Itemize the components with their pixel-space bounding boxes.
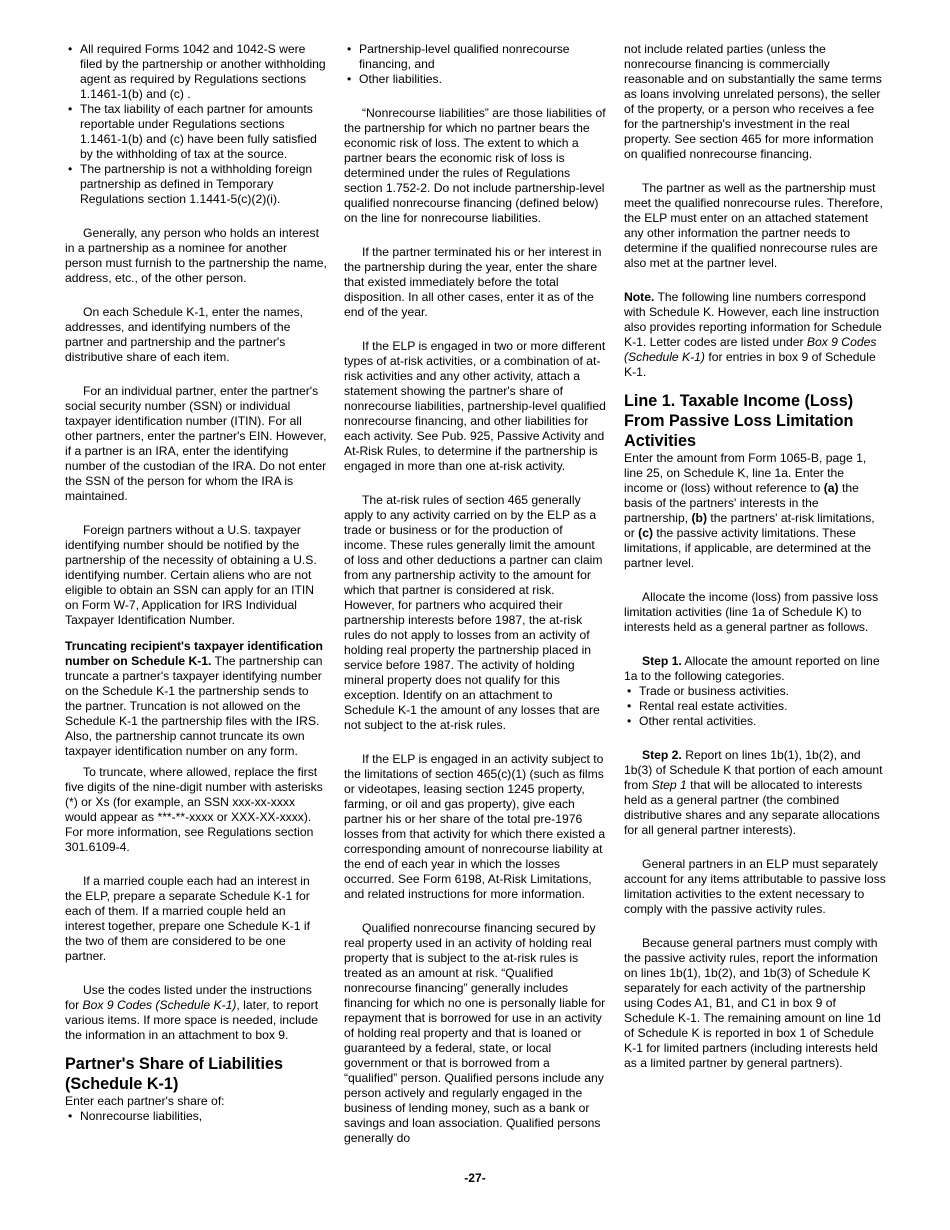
heading-partners-share-of-liabilities: Partner's Share of Liabilities (Schedule K-1) [65,1055,283,1093]
paragraph-nonrecourse-liabilities: “Nonrecourse liabilities” are those liabilities of the partnership for which no partner bears the economic risk of loss. The extent to which a partner bears the economic risk of loss is determined under the rules of Regulations section 1.752-2. Do not include partnership-level qualified nonrecourse financing (defined below) on the line for nonrecourse liabilities. [344,106,606,225]
paragraph-continued: not include related parties (unless the nonrecourse financing is commercially reasonable and on substantially the same terms as loans involving unrelated persons), the seller of the property, or a person who receives a fee for the partnership's investment in the real property. See section 465 for more information on qualified nonrecourse financing. [624,42,882,161]
list-item: • Other rental activities. [627,714,757,728]
paragraph-step-2: Step 2. Report on lines 1b(1), 1b(2), and 1b(3) of Schedule K that portion of each amount from Step 1 that will be allocated to interests held as a general partner (the combined distributive shares and any separate allocations for all general partner interests). [624,748,883,837]
list-item: • Rental real estate activities. [627,699,788,713]
paragraph-truncating: Truncating recipient's taxpayer identification number on Schedule K-1. The partnership can truncate a partner's taxpayer identifying number on the Schedule K-1 the partnership sends to the partner. Truncation is not allowed on the Schedule K-1 the partnership files with the IRS. Also, the partnership cannot truncate its own taxpayer identification number on any form. [65,639,323,758]
bullet-icon: • [68,1109,73,1123]
paragraph-use-codes: Use the codes listed under the instructions for Box 9 Codes (Schedule K-1), later, to report various items. If more space is needed, include the information in an attachment to box 9. [65,983,319,1042]
list-item: • The partnership is not a withholding foreign partnership as defined in Temporary Regulations section 1.1441-5(c)(2)(i). [68,162,313,206]
column-1 [65,42,327,1124]
bullet-icon: • [347,72,352,86]
bullet-icon: • [627,699,632,713]
paragraph-because: Because general partners must comply with the passive activity rules, report the information on lines 1b(1), 1b(2), and 1b(3) of Schedule K separately for each activity of the partnership using Codes A1, B1, and C1 in box 9 of Schedule K-1. The remaining amount on line 1d of Schedule K is reported in box 1 of Schedule K-1 for limited partners (including interests held as a limited partner by general partners). [624,936,881,1070]
paragraph-section-465c: If the ELP is engaged in an activity subject to the limitations of section 465(c)(1) (such as films or videotapes, leasing section 1245 property, farming, or oil and gas property), give each partner his or her share of the total pre-1976 losses from that activity for which there existed a corresponding amount of nonrecourse liability at the end of each year in which the losses occurred. See Form 6198, At-Risk Limitations, and related instructions for more information. [344,752,606,901]
bullet-icon: • [627,714,632,728]
paragraph-nominee: Generally, any person who holds an interest in a partnership as a nominee for another person must furnish to the partnership the name, address, etc., of the other person. [65,226,327,285]
bullet-icon: • [68,102,73,116]
paragraph-foreign-partners: Foreign partners without a U.S. taxpayer identifying number should be notified by the partnership of the necessity of obtaining a U.S. identifying number. Certain aliens who are not eligible to obtain an SSN can apply for an ITIN on Form W-7, Application for IRS Individual Taxpayer Identification Number. [65,523,317,627]
paragraph-allocate: Allocate the income (loss) from passive loss limitation activities (line 1a of Schedule K) to interests held as a general partner as follows. [624,590,879,634]
step-2-label: Step 2. [642,748,682,762]
bullet-icon: • [627,684,632,698]
paragraph-married-couple: If a married couple each had an interest in the ELP, prepare a separate Schedule K-1 for each of them. If a married couple held an interest together, prepare one Schedule K-1 if the two of them are considered to be one partner. [65,874,310,963]
column-3 [624,42,886,1071]
paragraph-note: Note. The following line numbers correspond with Schedule K. However, each line instruction also provides reporting information for Schedule K-1. Letter codes are listed under Box 9 Codes (Schedule K-1) for entries in box 9 of Schedule K-1. [624,290,882,379]
paragraph-to-truncate: To truncate, where allowed, replace the first five digits of the nine-digit number with asterisks (*) or Xs (for example, an SSN xxx-xx-xxxx would appear as ***-**-xxxx or XXX-XX-xxxx). For more information, see Regulations section 301.6109-4. [65,765,323,854]
paragraph-partner-qualified-rules: The partner as well as the partnership must meet the qualified nonrecourse rules. Therefore, the ELP must enter on an attached statement any other information the partner needs to determine if the qualified nonrecourse rules are also met at the partner level. [624,181,883,270]
bullet-icon: • [347,42,352,56]
list-item: • The tax liability of each partner for amounts reportable under Regulations sections 1.1461-1(b) and (c) have been fully satisfied by the withholding of tax at the source. [68,102,317,161]
paragraph-line1-enter: Enter the amount from Form 1065-B, page 1, line 25, on Schedule K, line 1a. Enter the income or (loss) without reference to (a) the basis of the partners' interests in the partnership, (b) the partners' at-risk limitations, or (c) the passive activity limitations. These limitations, if applicable, are determined at the partner level. [624,451,875,570]
paragraph-enter-share: Enter each partner's share of: [65,1094,225,1108]
truncating-heading: Truncating recipient's taxpayer identification number on Schedule K-1. [65,639,323,668]
paragraph-partner-terminated: If the partner terminated his or her interest in the partnership during the year, enter the share that existed immediately before the total disposition. In all other cases, enter it as of the end of the year. [344,245,602,319]
paragraph-two-types-at-risk: If the ELP is engaged in two or more different types of at-risk activities, or a combination of at-risk activities and any other activity, attach a statement showing the partner's share of nonrecourse liabilities, partnership-level qualified nonrecourse financing, and other liabilities for each activity. See Pub. 925, Passive Activity and At-Risk Rules, to determine if the partnership is engaged in more than one at-risk activity. [344,339,606,473]
paragraph-general-partners: General partners in an ELP must separately account for any items attributable to passive loss limitation activities to the extent necessary to comply with the passive activity rules. [624,857,886,916]
heading-line-1: Line 1. Taxable Income (Loss) From Passive Loss Limitation Activities [624,392,854,450]
step-1-label: Step 1. [642,654,682,668]
paragraph-at-risk-rules: The at-risk rules of section 465 generally apply to any activity carried on by the ELP as a trade or business or for the production of income. These rules generally limit the amount of loss and other deductions a partner can claim from any partnership activity to the amount for which that partner is considered at risk. However, for partners who acquired their partnership interests before 1987, the at-risk rules do not apply to losses from an activity of holding real property the partnership placed in service before 1987. The activity of holding mineral property does not qualify for this exception. Identify on an attachment to Schedule K-1 the amount of any losses that are not subject to the at-risk rules. [344,493,603,732]
list-item: • Other liabilities. [347,72,442,86]
paragraph-each-k1: On each Schedule K-1, enter the names, addresses, and identifying numbers of the partner and partnership and the partner's distributive share of each item. [65,305,304,364]
paragraph-step-1: Step 1. Allocate the amount reported on line 1a to the following categories. [624,654,880,683]
note-label: Note. [624,290,655,304]
list-item: • Trade or business activities. [627,684,790,698]
page-number: -27- [464,1171,486,1185]
list-item: • Nonrecourse liabilities, [68,1109,203,1123]
column-2 [344,42,606,1146]
list-item: • Partnership-level qualified nonrecourse financing, and [347,42,570,71]
paragraph-qualified-nonrecourse: Qualified nonrecourse financing secured by real property used in an activity of holding real property that is subject to the at-risk rules is treated as an amount at risk. “Qualified nonrecourse financing” generally includes financing for which no one is personally liable for repayment that is borrowed for use in an activity of holding real property and that is loaned or guaranteed by a federal, state, or local government or that is borrowed from a “qualified” person. Qualified persons include any person actively and regularly engaged in the business of lending money, such as a bank or savings and loan association. Qualified persons generally do [344,921,606,1145]
bullet-icon: • [68,42,73,56]
list-item: • All required Forms 1042 and 1042-S were filed by the partnership or another withholding agent as required by Regulations sections 1.1461-1(b) and (c) . [68,42,326,101]
bullet-icon: • [68,162,73,176]
paragraph-individual-partner: For an individual partner, enter the partner's social security number (SSN) or individual taxpayer identification number (ITIN). For all other partners, enter the partner's EIN. However, if a partner is an IRA, enter the identifying number of the custodian of the IRA. Do not enter the SSN of the person for whom the IRA is maintained. [65,384,327,503]
